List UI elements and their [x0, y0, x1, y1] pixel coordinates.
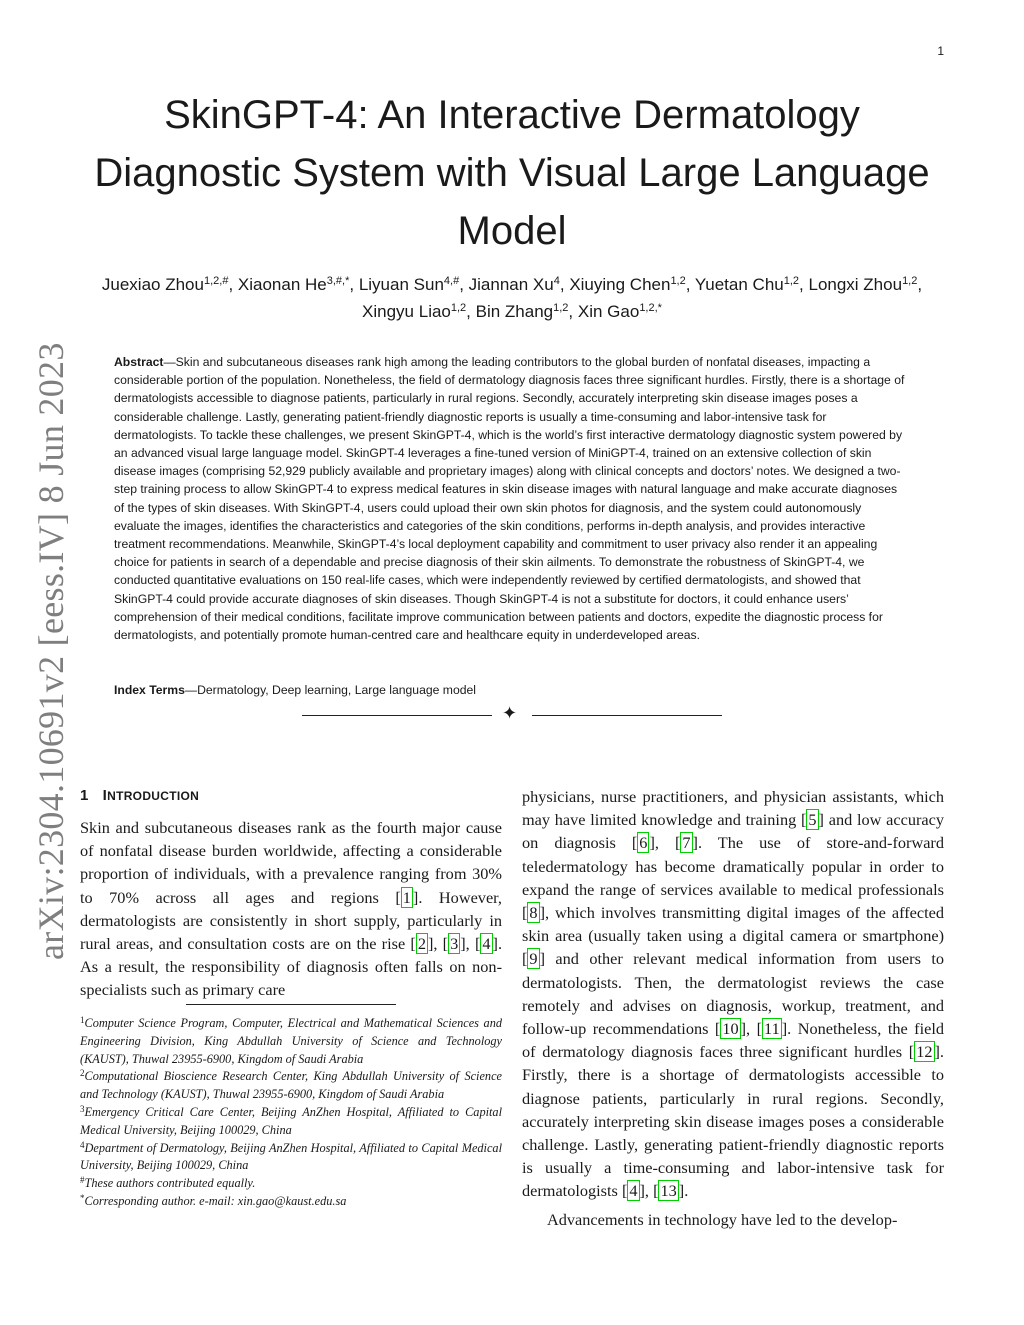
- citation-link[interactable]: 10: [722, 1019, 739, 1039]
- citation-link[interactable]: 7: [682, 833, 691, 853]
- left-column: [80, 785, 502, 1002]
- footnote: $^2$Computational Bioscience Research Center, King Abdullah University of Science and Technology (KAUST), Thuwal 23955-6900, Kingdom of Saudi Arabia: [80, 1068, 502, 1102]
- author: Xiuying Chen$^{1,2}$: [569, 275, 686, 294]
- citation-link[interactable]: 1: [402, 887, 411, 907]
- citation-link[interactable]: 13: [660, 1181, 677, 1201]
- separator-line-right: [532, 715, 722, 716]
- section-heading-introduction: [80, 785, 502, 807]
- footnote: $^4$Department of Dermatology, Beijing AnZhen Hospital, Affiliated to Capital Medical University, Beijing 100029, China: [80, 1139, 502, 1173]
- author-list: Juexiao Zhou$^{1,2,\#}$, Xiaonan $He^{3,\#,*}$, Liyuan Sun$^{4,\#}$, Jiannan Xu$^4$, Xiuying Chen$^{1,2}$, Yuetan Chu$^{1,2}$, Longxi Zhou$^{1,2}$, Xingyu Liao$^{1,2}$, Bin Zhang$^{1,2}$, Xin Gao$^{1,2,*}$: [101, 275, 923, 321]
- right-column: [522, 785, 944, 1231]
- index-terms-label: Index Terms: [114, 683, 185, 697]
- abstract-text: —Skin and subcutaneous diseases rank high among the leading contributors to the global burden of nonfatal diseases, impacting a considerable portion of the population. Nonetheless, the field of dermatology diagnosis faces three significant hurdles. Firstly, there is a shortage of dermatologists accessible to diagnose patients, particularly in rural regions. Secondly, accurately interpreting skin disease images poses a considerable challenge. Lastly, generating patient-friendly diagnostic reports is usually a time-consuming and labor-intensive task for dermatologists. To tackle these challenges, we present SkinGPT-4, which is the world’s first interactive dermatology diagnostic system powered by an advanced visual large language model. SkinGPT-4 leverages a fine-tuned version of MiniGPT-4, trained on an extensive collection of skin disease images (comprising 52,929 publicly available and proprietary images) along with clinical concepts and doctors’ notes. We designed a two-step training process to allow SkinGPT-4 to express medical features in skin disease images with natural language and make accurate diagnoses of the types of skin diseases. With SkinGPT-4, users could upload their own skin photos for diagnosis, and the system could autonomously evaluate the images, identifies the characteristics and categories of the skin conditions, performs in-depth analysis, and provides interactive treatment recommendations. Meanwhile, SkinGPT-4’s local deployment capability and commitment to user privacy also render it an appealing choice for patients in search of a dependable and precise diagnosis of their skin ailments. To demonstrate the robustness of SkinGPT-4, we conducted quantitative evaluations on 150 real-life cases, which were independently reviewed by certified dermatologists, and showed that SkinGPT-4 could provide accurate diagnoses of skin diseases. Though SkinGPT-4 is not a substitute for doctors, it could enhance users’ comprehension of their medical conditions, facilitate improve communication between patients and doctors, expedite the diagnostic process for dermatologists, and potentially promote human-centred care and healthcare equity in underdeveloped areas.: [114, 355, 905, 643]
- author: Bin Zhang$^{1,2}$: [475, 302, 569, 321]
- index-terms: [114, 681, 910, 699]
- author: Longxi Zhou$^{1,2}$: [808, 275, 918, 294]
- separator-diamond-icon: ✦: [502, 703, 518, 724]
- footnote: #These authors contributed equally.: [80, 1175, 256, 1191]
- author: Juexiao Zhou$^{1,2,\#}$: [101, 275, 229, 294]
- citation-link[interactable]: 4: [629, 1181, 638, 1201]
- index-terms-text: —Dermatology, Deep learning, Large language model: [184, 683, 477, 697]
- footnote: *Corresponding author. e-mail: xin.gao@kaust.edu.sa: [80, 1192, 347, 1208]
- citation-link[interactable]: 11: [764, 1019, 780, 1039]
- footnote-rule: [186, 1004, 396, 1005]
- abstract: [114, 353, 910, 644]
- citation-link[interactable]: 4: [482, 934, 491, 954]
- citation-link[interactable]: 3: [450, 934, 459, 954]
- author: Jiannan Xu$^4$: [468, 275, 560, 294]
- footnote: $^1$Computer Science Program, Computer, Electrical and Mathematical Sciences and Engineering Division, King Abdullah University of Science and Technology (KAUST), Thuwal 23955-6900, Kingdom of Saudi Arabia: [80, 1015, 502, 1066]
- author: Xingyu Liao$^{1,2}$: [362, 302, 467, 321]
- separator-line-left: [302, 715, 492, 716]
- citation-link[interactable]: 5: [808, 810, 817, 830]
- author: Xiaonan $He^{3,\#,*}$: [237, 275, 350, 294]
- paper-title: SkinGPT-4: An Interactive Dermatology Diagnostic System with Visual Large Language Model: [94, 93, 930, 253]
- intro-paragraph-2: Advancements in technology have led to the develop-: [547, 1209, 898, 1229]
- citation-link[interactable]: 2: [417, 934, 426, 954]
- author: Yuetan Chu$^{1,2}$: [694, 275, 800, 294]
- section-number: 1: [80, 787, 89, 804]
- page-number: 1: [937, 44, 944, 58]
- citation-link[interactable]: 9: [529, 949, 538, 969]
- intro-paragraph-1-part-1: Skin and subcutaneous diseases rank as the fourth major cause of nonfatal disease burden worldwide, affecting a considerable proportion of individuals, with a prevalence ranging from 30% to 70% across all ages and regions [ 1 ]. However, dermatologists are consistently in short supply, particularly in rural areas, and consultation costs are on the rise [ 2 ], [ 3 ], [ 4 ]. As a result, the responsibility of diagnosis often falls on non-specialists such as primary care: [80, 818, 503, 1000]
- affiliation-footnotes: [80, 1015, 502, 1211]
- section-title-first-letter: I: [102, 787, 108, 804]
- author: Xin Gao$^{1,2,*}$: [577, 302, 662, 321]
- section-title-rest: NTRODUCTION: [107, 789, 200, 803]
- footnote: $^3$Emergency Critical Care Center, Beijing AnZhen Hospital, Affiliated to Capital Medical University, Beijing 100029, China: [80, 1103, 502, 1137]
- arxiv-identifier-stamp: arXiv:2304.10691v2 [eess.IV] 8 Jun 2023: [31, 342, 71, 960]
- abstract-label: Abstract: [114, 355, 164, 369]
- author: Liyuan Sun$^{4,\#}$: [358, 275, 460, 294]
- citation-link[interactable]: 12: [916, 1042, 933, 1062]
- citation-link[interactable]: 6: [639, 833, 648, 853]
- intro-paragraph-1-continued: physicians, nurse practitioners, and physician assistants, which may have limited knowledge and training [ 5 ] and low accuracy on diagnosis [ 6 ], [ 7 ]. The use of store-and-forward teledermatology has become dramatically popular in order to expand the range of services available to medical professionals [ 8 ], which involves transmitting digital images of the affected skin area (usually taken using a digital camera or smartphone) [ 9 ] and other relevant medical information from users to dermatologists. Then, the dermatologist reviews the case remotely and advises on diagnosis, workup, treatment, and follow-up recommendations [ 10 ], [ 11 ]. Nonetheless, the field of dermatology diagnosis faces three significant hurdles [ 12 ]. Firstly, there is a shortage of dermatologists accessible to diagnose patients, particularly in rural regions. Secondly, accurately interpreting skin disease images poses a considerable challenge. Lastly, generating patient-friendly diagnostic reports is usually a time-consuming and labor-intensive task for dermatologists [ 4 ], [ 13 ].: [522, 787, 945, 1201]
- section-separator: [302, 705, 722, 725]
- citation-link[interactable]: 8: [529, 903, 538, 923]
